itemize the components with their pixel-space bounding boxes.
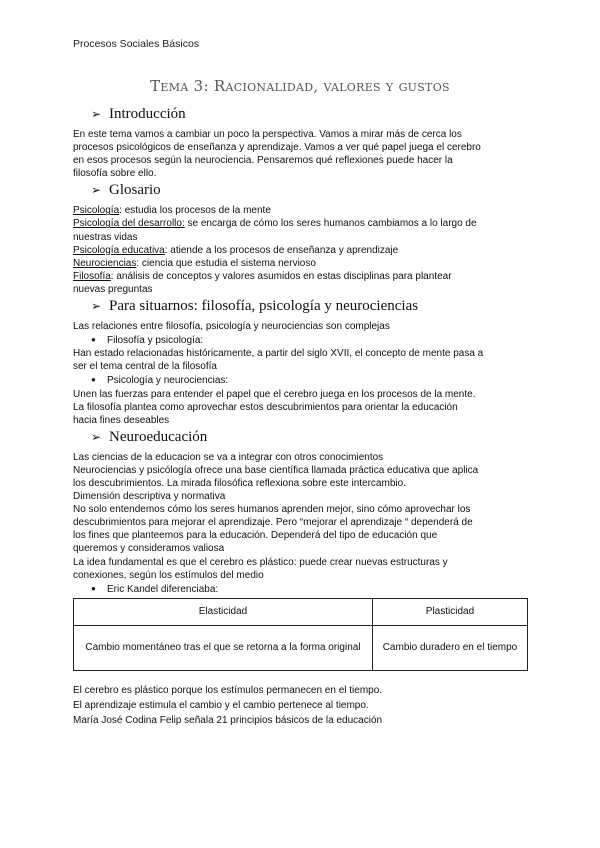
table-header-cell: Elasticidad (74, 598, 373, 625)
table-cell: Cambio duradero en el tiempo (372, 625, 527, 670)
glossary-entry: Psicología: estudia los procesos de la mente (73, 205, 271, 217)
paragraph-line: Dimensión descriptiva y normativa (73, 491, 226, 503)
bullet-dot-icon: ● (91, 375, 96, 385)
arrow-bullet-icon: ➢ (91, 299, 102, 314)
intro-line: En este tema vamos a cambiar un poco la perspectiva. Vamos a mirar más de cerca los (73, 129, 462, 140)
paragraph-line: los descubrimientos. La mirada filosófica reflexiona sobre este intercambio. (73, 477, 406, 489)
arrow-bullet-icon: ➢ (91, 429, 102, 444)
paragraph-line: La idea fundamental es que el cerebro es plástico: puede crear nuevas estructuras y (73, 556, 448, 568)
document-body (73, 104, 533, 728)
table-cell: Cambio momentáneo tras el que se retorna a la forma original (74, 625, 373, 670)
heading-para-situarnos: ➢ Para situarnos: filosofía, psicología y neurociencias (91, 298, 419, 315)
table-header-row (74, 598, 528, 625)
heading-introduccion: ➢ Introducción (91, 106, 186, 122)
comparison-table (73, 598, 528, 671)
table-row (74, 625, 528, 670)
paragraph-line: Neurociencias y psicólogía ofrece una base científica llamada práctica educativa que aplica (73, 464, 479, 476)
glossary-term: Neurociencias (73, 257, 137, 269)
paragraph-line: El cerebro es plástico porque los estímulos permanecen en el tiempo. (73, 684, 383, 696)
bullet-item: ● Psicología y neurociencias: (91, 375, 229, 387)
glossary-term: Psicología (73, 205, 120, 217)
paragraph-line: hacia fines deseables (73, 414, 170, 426)
arrow-bullet-icon: ➢ (91, 183, 102, 198)
arrow-bullet-icon: ➢ (91, 107, 102, 121)
paragraph-line: Las ciencias de la educacion se va a integrar con otros conocimientos (73, 451, 384, 463)
document-title: Tema 3: Racionalidad, valores y gustos (150, 77, 450, 95)
paragraph-line: Unen las fuerzas para entender el papel que el cerebro juega en los procesos de la mente. (73, 388, 476, 400)
glossary-entry: Psicología del desarrollo: se encarga de cómo los seres humanos cambiamos a lo largo de (73, 218, 477, 230)
paragraph-line: conexiones, según los estímulos del medio (73, 569, 264, 581)
glossary-term: Psicología educativa (73, 244, 165, 256)
paragraph-line: queremos y consideramos valiosa (73, 543, 225, 555)
glossary-entry: Neurociencias: ciencia que estudia el sistema nervioso (73, 257, 316, 269)
paragraph-line: No solo entendemos cómo los seres humanos aprenden mejor, sino cómo aprovechar los (73, 504, 471, 516)
intro-line: en esos procesos según la neurociencia. Pensaremos qué reflexiones puede hacer la (73, 155, 453, 167)
heading-neuroeducacion: ➢ Neuroeducación (91, 428, 208, 445)
paragraph-line: Han estado relacionadas históricamente, a partir del siglo XVII, el concepto de mente pasa a (73, 348, 484, 360)
paragraph-line: El aprendizaje estimula el cambio y el cambio pertenece al tiempo. (73, 700, 369, 712)
bullet-dot-icon: ● (91, 583, 96, 593)
paragraph-line: La filosofía plantea como aprovechar estos descubrimientos para orientar la educación (73, 401, 458, 413)
heading-glosario: ➢ Glosario (91, 182, 161, 199)
paragraph-line: descubrimientos para mejorar el aprendizaje. Pero “mejorar el aprendizaje “ dependerá de (73, 517, 473, 529)
glossary-term: Filosofía (73, 270, 111, 282)
glossary-term: Psicología del desarrollo: (73, 218, 185, 230)
glossary-entry-cont: nuevas preguntas (73, 283, 153, 295)
glossary-entry-cont: nuestras vidas (73, 231, 138, 243)
intro-line: procesos psicológicos de enseñanza y aprendizaje. Vamos a ver qué papel juega el cerebro (73, 142, 481, 154)
bullet-item: ● Eric Kandel diferenciaba: (91, 583, 219, 595)
intro-line: filosofía sobre ello. (73, 168, 157, 180)
document-header: Procesos Sociales Básicos (73, 38, 200, 50)
paragraph-line: ser el tema central de la filosofía (73, 361, 217, 373)
bullet-item: ● Filosofía y psicología: (91, 335, 204, 347)
glossary-entry: Psicología educativa: atiende a los procesos de enseñanza y aprendizaje (73, 244, 399, 256)
table-header-cell: Plasticidad (372, 598, 527, 625)
glossary-entry: Filosofía: análisis de conceptos y valores asumidos en estas disciplinas para plantear (73, 270, 452, 282)
paragraph-line: los fines que planteemos para la educación. Dependerá del tipo de educación que (73, 530, 438, 542)
closing-lines (73, 683, 533, 729)
paragraph-line: María José Codina Felip señala 21 principios básicos de la educación (73, 715, 383, 727)
paragraph: Las relaciones entre filosofía, psicología y neurociencias son complejas (73, 321, 390, 333)
bullet-dot-icon: ● (91, 335, 96, 345)
